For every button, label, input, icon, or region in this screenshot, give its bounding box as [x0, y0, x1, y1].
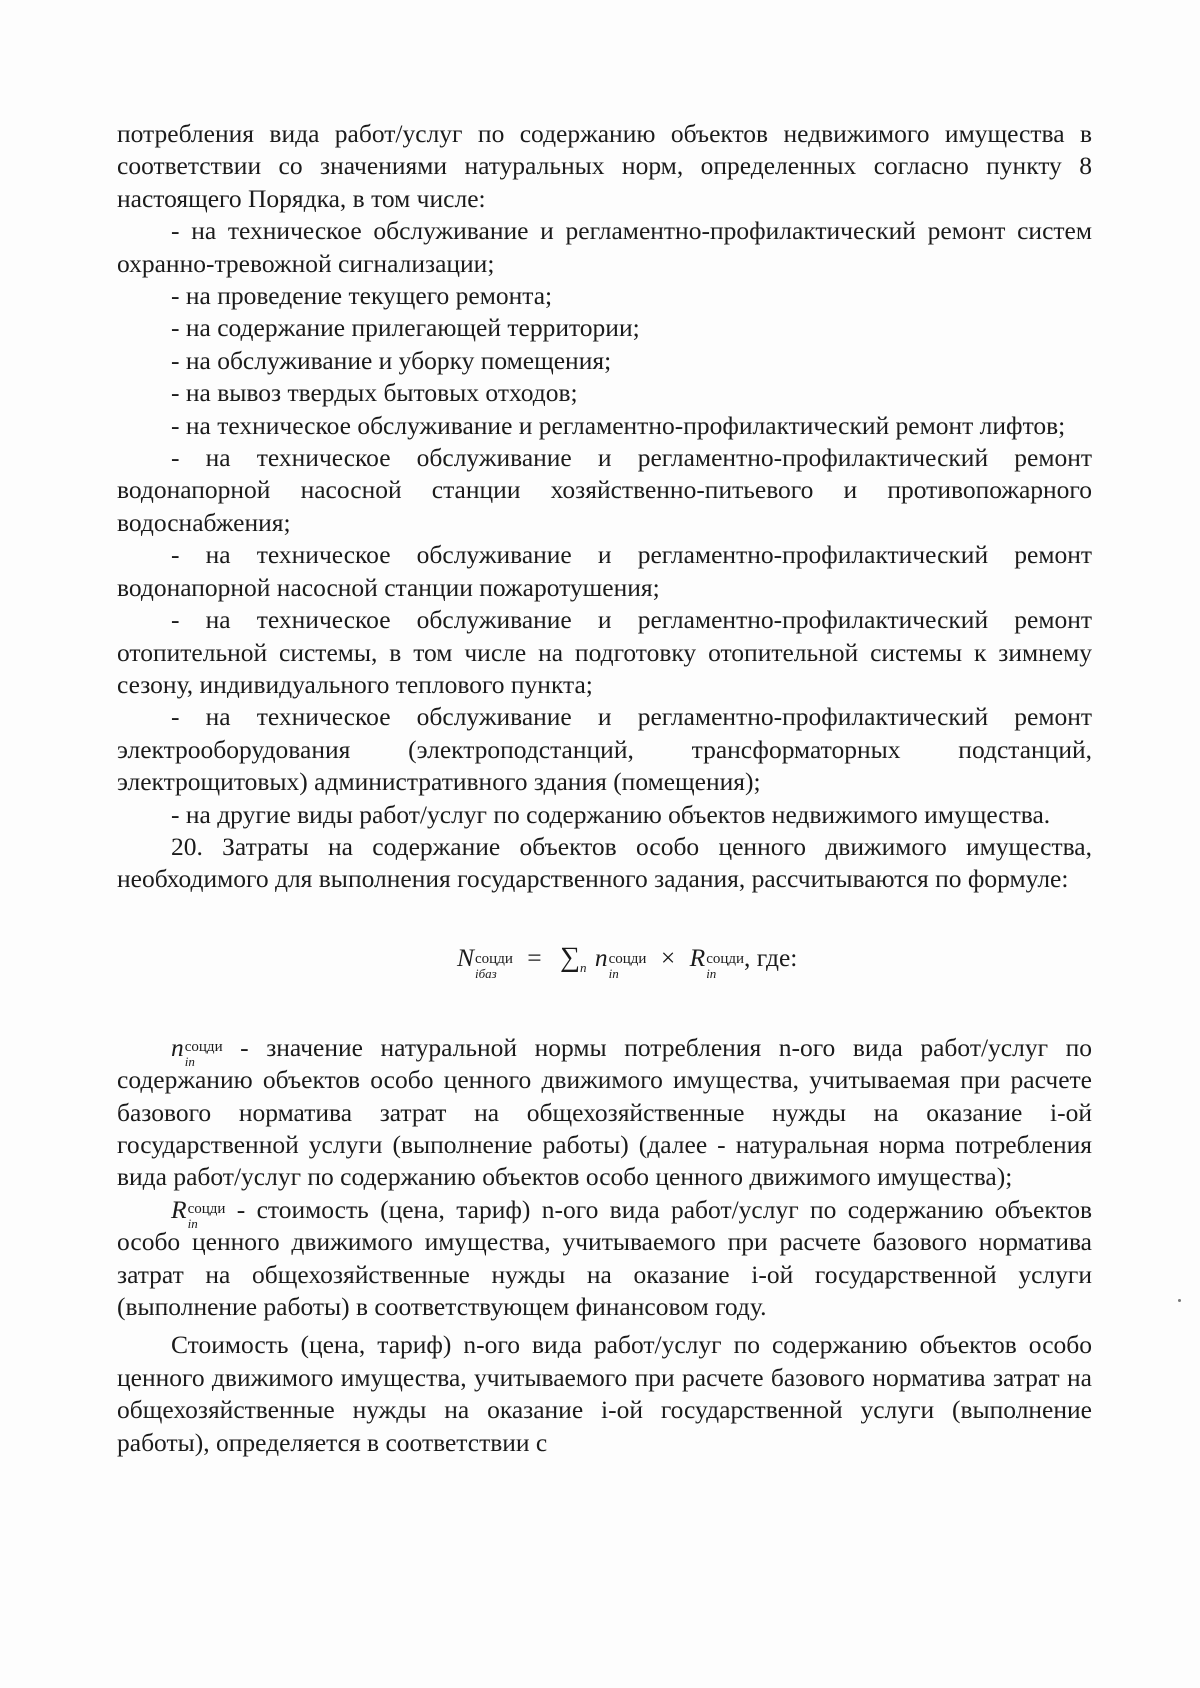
document-body — [117, 118, 1092, 1459]
formula-n-sup: соцди — [608, 951, 647, 968]
formula — [457, 942, 797, 984]
def-n-text: - значение натуральной нормы потребления n-ого вида работ/услуг по содержанию объектов особо ценного движимого имущества, учитываемая при расчете базового норматива затрат на общехозяйственные нужды на оказание i-ой государственной услуги (выполнение работы) (далее - натуральная норма потребления вида работ/услуг по содержанию объектов особо ценного движимого имущества); — [117, 1032, 1092, 1192]
list-item: - на проведение текущего ремонта; — [171, 281, 553, 311]
sum-index: n — [579, 959, 587, 975]
formula-times: × — [660, 942, 676, 972]
formula-r-sup: соцди — [706, 951, 745, 968]
list-item: - на вывоз твердых бытовых отходов; — [171, 378, 578, 408]
formula-lhs-sub: iбаз — [475, 966, 497, 982]
formula-r-sub: in — [706, 966, 717, 982]
intro-paragraph: потребления вида работ/услуг по содержанию объектов недвижимого имущества в соответствии со значениями натуральных норм, определенных согласно пункту 8 настоящего Порядка, в том числе: — [117, 119, 1092, 213]
definition-n — [117, 1032, 1092, 1194]
formula-n-var: n — [594, 942, 608, 972]
sum-symbol: ∑ — [560, 941, 580, 973]
def-r-var: R — [171, 1194, 187, 1224]
def-n-sub: in — [184, 1054, 195, 1070]
list-item: - на техническое обслуживание и регламентно-профилактический ремонт водонапорной насосной станции хозяйственно-питьевого и противопожарного водоснабжения; — [117, 443, 1092, 537]
list-item: - на техническое обслуживание и регламентно-профилактический ремонт систем охранно-тревожной сигнализации; — [117, 216, 1092, 278]
formula-lhs-var: N — [457, 942, 475, 972]
list-item: - на техническое обслуживание и регламентно-профилактический ремонт отопительной системы, в том числе на подготовку отопительной системы к зимнему сезону, индивидуального теплового пункта; — [117, 605, 1092, 699]
list-item: - на техническое обслуживание и регламентно-профилактический ремонт лифтов; — [171, 410, 1066, 440]
formula-equals: = — [527, 942, 542, 972]
def-r-sup: соцди — [187, 1201, 226, 1218]
formula-r-term — [689, 942, 745, 982]
formula-r-var: R — [689, 942, 706, 972]
formula-n-term — [594, 942, 647, 982]
list-item: - на техническое обслуживание и регламентно-профилактический ремонт водонапорной насосной станции пожаротушения; — [117, 540, 1092, 602]
formula-lhs — [457, 942, 513, 982]
formula-lhs-sup: соцди — [475, 951, 513, 968]
list-item: - на содержание прилегающей территории; — [171, 313, 640, 343]
definition-r — [117, 1194, 1092, 1324]
formula-block — [117, 896, 1092, 1032]
formula-tail: , где: — [744, 942, 798, 972]
def-r-sub: in — [187, 1216, 198, 1232]
def-n-sup: соцди — [184, 1039, 223, 1056]
scan-speck — [1178, 1299, 1181, 1302]
list-item: - на другие виды работ/услуг по содержанию объектов недвижимого имущества. — [171, 799, 1051, 829]
def-n-var: n — [171, 1032, 184, 1062]
last-paragraph: Стоимость (цена, тариф) n-ого вида работ/услуг по содержанию объектов особо ценного движимого имущества, учитываемого при расчете базового норматива затрат на общехозяйственные нужды на оказание i-ой государственной услуги (выполнение работы), определяется в соответствии с — [117, 1330, 1092, 1457]
def-r-text: - стоимость (цена, тариф) n-ого вида работ/услуг по содержанию объектов особо ценного движимого имущества, учитываемого при расчете базового норматива затрат на общехозяйственные нужды на оказание i-ой государственной услуги (выполнение работы) в соответствующем финансовом году. — [117, 1194, 1092, 1321]
paragraph-20: 20. Затраты на содержание объектов особо ценного движимого имущества, необходимого для выполнения государственного задания, рассчитываются по формуле: — [117, 831, 1092, 894]
formula-n-sub: in — [608, 966, 619, 982]
list-item: - на обслуживание и уборку помещения; — [171, 345, 612, 375]
list-item: - на техническое обслуживание и регламентно-профилактический ремонт электрооборудования (электроподстанций, трансформаторных подстанций, электрощитовых) административного здания (помещения); — [117, 702, 1092, 797]
